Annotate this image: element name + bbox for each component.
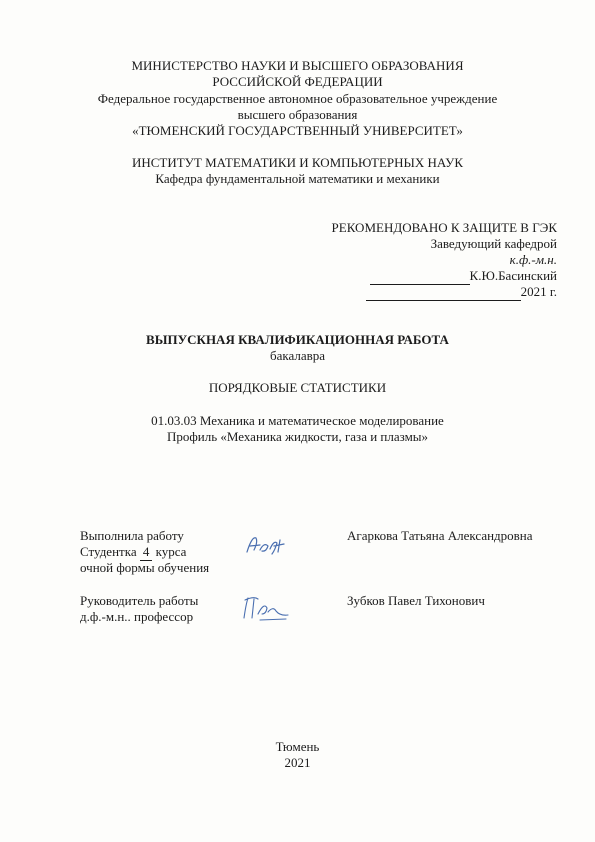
- work-title: ПОРЯДКОВЫЕ СТАТИСТИКИ: [208, 380, 387, 395]
- profile: Профиль «Механика жидкости, газа и плазмы»: [166, 429, 429, 444]
- institution-line-1: Федеральное государственное автономное образовательное учреждение: [97, 91, 498, 106]
- signature-blank: [370, 268, 470, 285]
- specialty: 01.03.03 Механика и математическое моделирование: [151, 413, 444, 428]
- date-blank: [366, 284, 521, 301]
- approval-title: РЕКОМЕНДОВАНО К ЗАЩИТЕ В ГЭК: [331, 220, 557, 235]
- student-label-suffix: курса: [155, 544, 187, 559]
- supervisor-label-1: Руководитель работы: [80, 593, 199, 608]
- head-degree: к.ф.-м.н.: [509, 252, 557, 267]
- head-role: Заведующий кафедрой: [430, 236, 557, 251]
- institution-line-2: высшего образования: [237, 107, 358, 122]
- ministry-line-1: МИНИСТЕРСТВО НАУКИ И ВЫСШЕГО ОБРАЗОВАНИЯ: [131, 58, 464, 73]
- supervisor-label-2: д.ф.-м.н.. профессор: [80, 609, 194, 624]
- supervisor-signature: [240, 594, 290, 624]
- date-line: [366, 284, 557, 301]
- student-label-3: очной формы обучения: [80, 560, 210, 575]
- work-level: бакалавра: [269, 348, 326, 363]
- student-signature: [244, 532, 290, 558]
- ministry-line-2: РОССИЙСКОЙ ФЕДЕРАЦИИ: [212, 74, 383, 89]
- footer-year: 2021: [284, 755, 311, 770]
- supervisor-name: Зубков Павел Тихонович: [347, 593, 485, 608]
- work-type: ВЫПУСКНАЯ КВАЛИФИКАЦИОННАЯ РАБОТА: [146, 332, 449, 347]
- head-name: К.Ю.Басинский: [469, 268, 557, 283]
- student-label-2: [80, 544, 186, 561]
- year-suffix: 2021 г.: [520, 284, 557, 299]
- head-signature-line: [370, 268, 557, 285]
- student-label-prefix: Студентка: [80, 544, 137, 559]
- institute-name: ИНСТИТУТ МАТЕМАТИКИ И КОМПЬЮТЕРНЫХ НАУК: [131, 155, 464, 170]
- course-number: 4: [140, 544, 153, 561]
- footer-city: Тюмень: [275, 739, 320, 754]
- student-name: Агаркова Татьяна Александровна: [347, 528, 533, 543]
- university-name: «ТЮМЕНСКИЙ ГОСУДАРСТВЕННЫЙ УНИВЕРСИТЕТ»: [132, 123, 463, 138]
- student-label-1: Выполнила работу: [80, 528, 184, 543]
- department-name: Кафедра фундаментальной математики и механики: [155, 171, 440, 186]
